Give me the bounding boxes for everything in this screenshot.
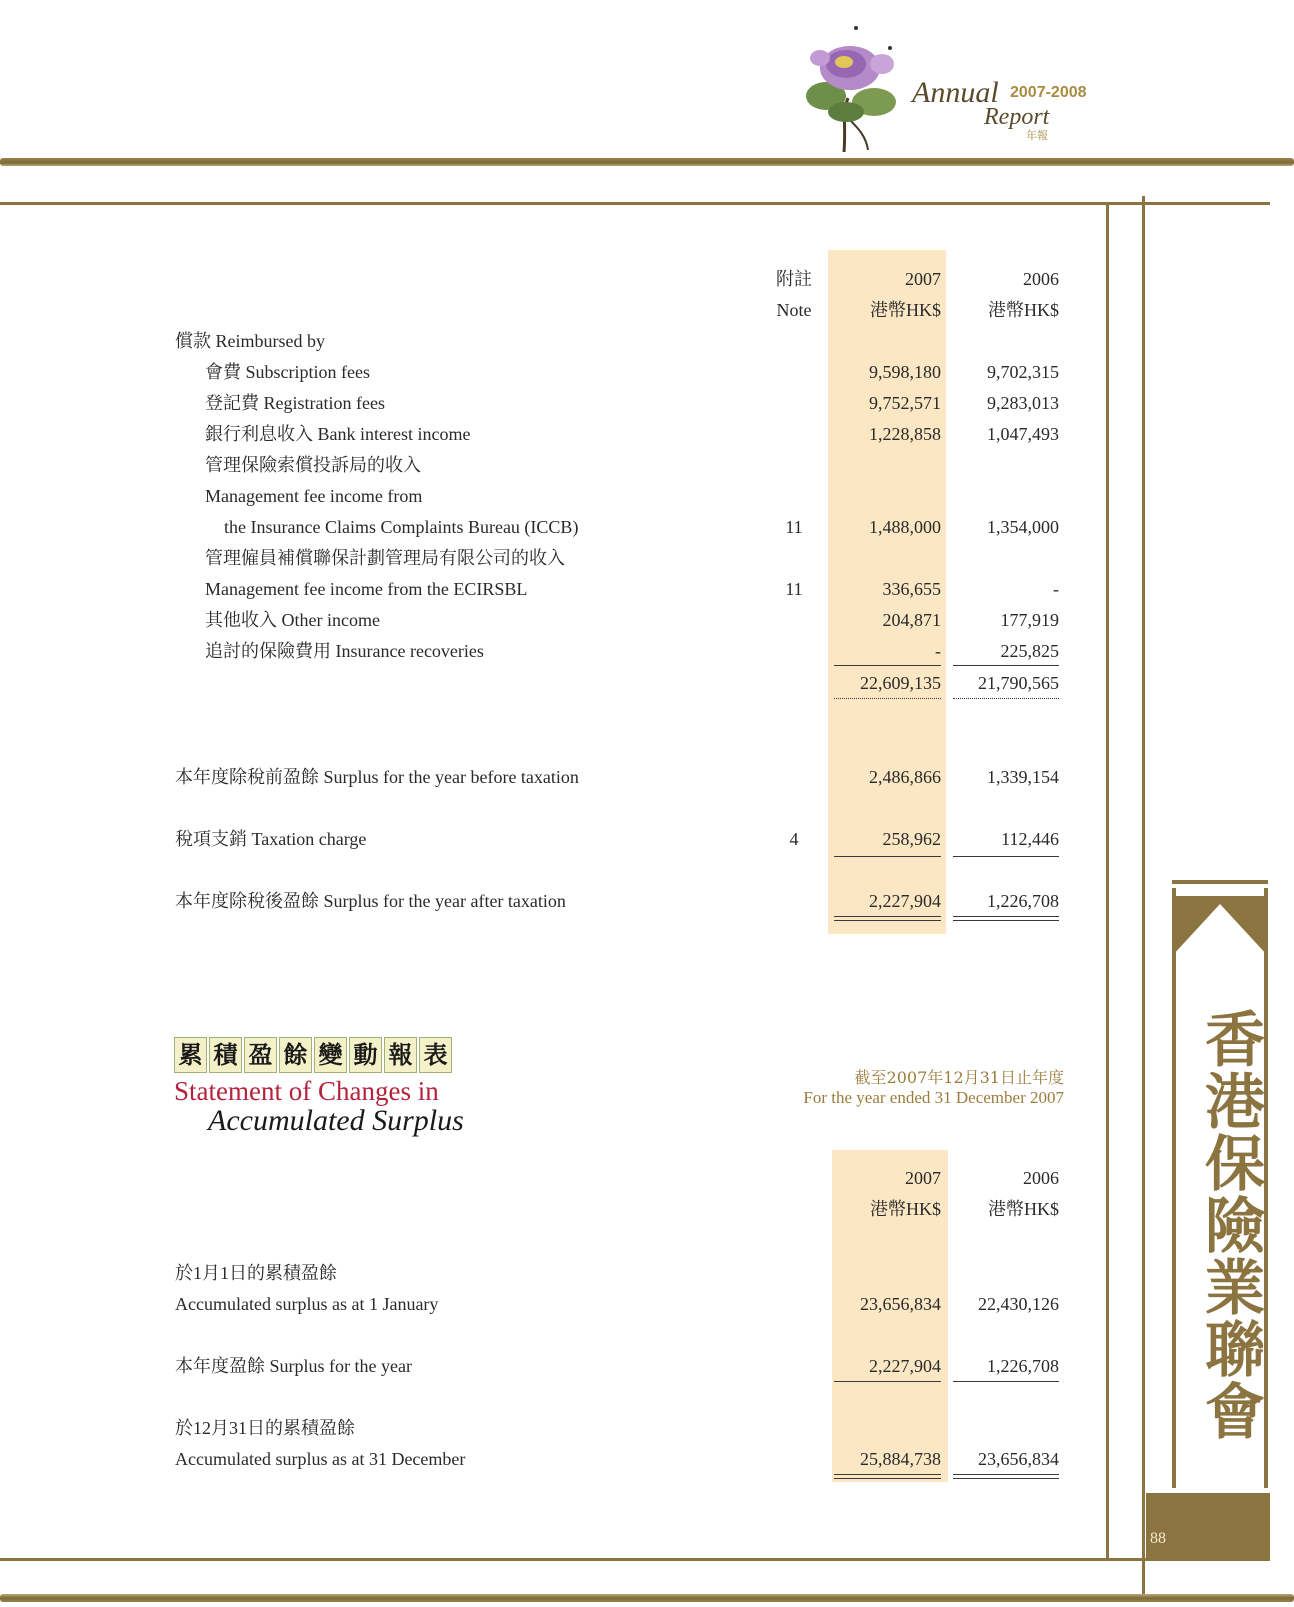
s2-currency-2007-header: 港幣HK$ bbox=[870, 1199, 941, 1219]
row-label: 登記費 Registration fees bbox=[205, 393, 385, 413]
title-char: 盈 bbox=[244, 1037, 277, 1073]
s2-currency-2006-header: 港幣HK$ bbox=[988, 1199, 1059, 1219]
before-tax-label: 本年度除稅前盈餘 Surplus for the year before taxation bbox=[175, 767, 579, 787]
row-label: Management fee income from bbox=[205, 486, 423, 506]
logo-years-text: 2007-2008 bbox=[1010, 84, 1087, 101]
after-tax-double-rule-2006 bbox=[953, 916, 1059, 921]
banner-chevron-icon bbox=[1172, 896, 1268, 956]
page-number-box bbox=[1146, 1493, 1270, 1559]
row-value-2006: 177,919 bbox=[1000, 610, 1059, 630]
row-label: 管理僱員補償聯保計劃管理局有限公司的收入 bbox=[205, 548, 565, 568]
row-value-2007: 1,228,858 bbox=[869, 424, 941, 444]
row-value-2007: - bbox=[935, 641, 941, 661]
jan-label-cn: 於1月1日的累積盈餘 bbox=[175, 1263, 337, 1283]
bottom-rule bbox=[0, 1558, 1270, 1561]
row-note: 11 bbox=[785, 579, 803, 599]
surplus-year-2006: 1,226,708 bbox=[987, 1356, 1059, 1376]
margin-line-inner bbox=[1106, 205, 1109, 1561]
reimbursed-by-label: 償款 Reimbursed by bbox=[175, 331, 325, 351]
row-label: 銀行利息收入 Bank interest income bbox=[205, 424, 471, 444]
dec-label-en: Accumulated surplus as at 31 December bbox=[175, 1449, 466, 1469]
surplus-year-2007: 2,227,904 bbox=[869, 1356, 941, 1376]
title-char: 累 bbox=[174, 1037, 207, 1073]
row-value-2006: 1,354,000 bbox=[987, 517, 1059, 537]
row-value-2007: 204,871 bbox=[882, 610, 941, 630]
period-en: For the year ended 31 December 2007 bbox=[803, 1088, 1064, 1107]
row-label: 追討的保險費用 Insurance recoveries bbox=[205, 641, 484, 661]
row-value-2007: 336,655 bbox=[882, 579, 941, 599]
title-char: 變 bbox=[314, 1037, 347, 1073]
after-tax-2006: 1,226,708 bbox=[987, 891, 1059, 911]
dec-2006: 23,656,834 bbox=[978, 1449, 1059, 1469]
section-title-en-line1: Statement of Changes in bbox=[174, 1076, 439, 1106]
subtotal-dotted-2007 bbox=[834, 698, 941, 699]
row-label: the Insurance Claims Complaints Bureau (ICCB) bbox=[224, 517, 579, 537]
period-cn: 截至2007年12月31日止年度 bbox=[854, 1068, 1064, 1087]
title-char: 表 bbox=[419, 1037, 452, 1073]
currency-2007-header: 港幣HK$ bbox=[870, 300, 941, 320]
row-value-2006: 225,825 bbox=[1000, 641, 1059, 661]
currency-2006-header: 港幣HK$ bbox=[988, 300, 1059, 320]
note-header-cn: 附註 bbox=[776, 269, 812, 289]
margin-line-outer bbox=[1142, 196, 1145, 1594]
subtotal-2006: 21,790,565 bbox=[978, 673, 1059, 693]
section-title-en-line2: Accumulated Surplus bbox=[208, 1104, 464, 1137]
s2-year-2006-header: 2006 bbox=[1023, 1168, 1059, 1188]
logo-report-cn: 年報 bbox=[1026, 129, 1048, 142]
tax-2007: 258,962 bbox=[882, 829, 941, 849]
surplus-year-label: 本年度盈餘 Surplus for the year bbox=[175, 1356, 412, 1376]
logo-annual-text: Annual bbox=[912, 76, 999, 109]
peony-flower-illustration bbox=[796, 18, 906, 156]
before-tax-2007: 2,486,866 bbox=[869, 767, 941, 787]
tax-rule-2006 bbox=[953, 856, 1059, 857]
before-tax-2006: 1,339,154 bbox=[987, 767, 1059, 787]
top-brush-stroke bbox=[0, 158, 1294, 166]
top-rule bbox=[0, 202, 1270, 205]
dec-double-rule-2006 bbox=[953, 1474, 1059, 1479]
subtotal-2007: 22,609,135 bbox=[860, 673, 941, 693]
banner-top-bar bbox=[1172, 880, 1268, 884]
title-char: 動 bbox=[349, 1037, 382, 1073]
tax-2006: 112,446 bbox=[1001, 829, 1059, 849]
tax-rule-2007 bbox=[834, 856, 941, 857]
tax-label: 稅項支銷 Taxation charge bbox=[175, 829, 367, 849]
row-note: 11 bbox=[785, 517, 803, 537]
jan-2007: 23,656,834 bbox=[860, 1294, 941, 1314]
row-value-2007: 9,752,571 bbox=[869, 393, 941, 413]
row-value-2006: - bbox=[1053, 579, 1059, 599]
subtotal-rule-2007 bbox=[834, 665, 941, 666]
row-label: 會費 Subscription fees bbox=[205, 362, 370, 382]
tax-note: 4 bbox=[789, 829, 799, 849]
row-label: 其他收入 Other income bbox=[205, 610, 380, 630]
s2-year-2007-header: 2007 bbox=[905, 1168, 941, 1188]
page-number: 88 bbox=[1150, 1530, 1166, 1547]
s2-rule-2007 bbox=[834, 1381, 941, 1382]
year-2006-header: 2006 bbox=[1023, 269, 1059, 289]
after-tax-double-rule-2007 bbox=[834, 916, 941, 921]
row-value-2007: 9,598,180 bbox=[869, 362, 941, 382]
after-tax-2007: 2,227,904 bbox=[869, 891, 941, 911]
row-value-2006: 9,283,013 bbox=[987, 393, 1059, 413]
dec-2007: 25,884,738 bbox=[860, 1449, 941, 1469]
bottom-brush-stroke bbox=[0, 1594, 1294, 1602]
dec-double-rule-2007 bbox=[834, 1474, 941, 1479]
year-2007-header: 2007 bbox=[905, 269, 941, 289]
note-header-en: Note bbox=[776, 300, 812, 320]
s2-rule-2006 bbox=[953, 1381, 1059, 1382]
title-char: 報 bbox=[384, 1037, 417, 1073]
row-value-2007: 1,488,000 bbox=[869, 517, 941, 537]
row-value-2006: 9,702,315 bbox=[987, 362, 1059, 382]
dec-label-cn: 於12月31日的累積盈餘 bbox=[175, 1418, 355, 1438]
subtotal-dotted-2006 bbox=[953, 698, 1059, 699]
organisation-name-vertical: 香港保險業聯會 bbox=[1195, 1008, 1265, 1442]
row-label: 管理保險索償投訴局的收入 bbox=[205, 455, 421, 475]
row-value-2006: 1,047,493 bbox=[987, 424, 1059, 444]
section-title-cn bbox=[174, 1037, 452, 1073]
logo-report-text: Report bbox=[984, 104, 1050, 130]
row-label: Management fee income from the ECIRSBL bbox=[205, 579, 528, 599]
subtotal-rule-2006 bbox=[953, 665, 1059, 666]
title-char: 餘 bbox=[279, 1037, 312, 1073]
jan-label-en: Accumulated surplus as at 1 January bbox=[175, 1294, 439, 1314]
after-tax-label: 本年度除稅後盈餘 Surplus for the year after taxation bbox=[175, 891, 566, 911]
title-char: 積 bbox=[209, 1037, 242, 1073]
jan-2006: 22,430,126 bbox=[978, 1294, 1059, 1314]
